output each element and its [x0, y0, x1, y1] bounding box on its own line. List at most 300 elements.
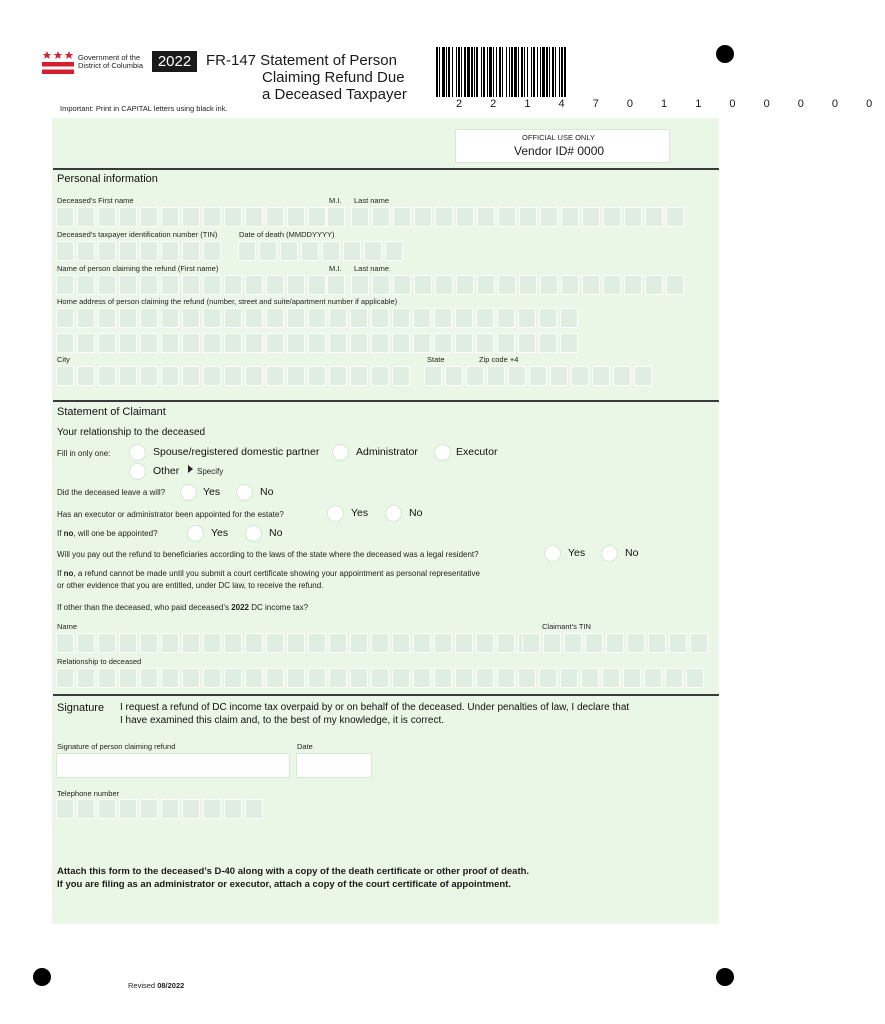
char-cell[interactable]: [182, 633, 200, 653]
char-cell[interactable]: [77, 668, 95, 688]
barcode: [436, 47, 686, 97]
revised-date: Revised 08/2022: [128, 981, 185, 990]
char-cell[interactable]: [645, 275, 663, 295]
char-cell[interactable]: [77, 333, 95, 353]
city-input[interactable]: [56, 366, 413, 386]
form-title-line2: Claiming Refund Due: [262, 69, 405, 86]
char-cell[interactable]: [161, 366, 179, 386]
char-cell[interactable]: [287, 207, 305, 227]
char-cell[interactable]: [343, 241, 361, 261]
char-cell[interactable]: [140, 633, 158, 653]
char-cell[interactable]: [455, 633, 473, 653]
char-cell[interactable]: [456, 275, 474, 295]
char-cell[interactable]: [371, 366, 389, 386]
char-cell[interactable]: [245, 207, 263, 227]
char-cell[interactable]: [287, 366, 305, 386]
char-cell[interactable]: [224, 366, 242, 386]
char-cell[interactable]: [424, 366, 442, 386]
gov-line2: District of Columbia: [78, 61, 144, 70]
char-cell[interactable]: [77, 799, 95, 819]
char-cell[interactable]: [161, 333, 179, 353]
char-cell[interactable]: [224, 799, 242, 819]
address-input-line2[interactable]: [56, 333, 581, 353]
claimant-tin-input[interactable]: [522, 633, 711, 653]
char-cell[interactable]: [414, 207, 432, 227]
will-no-label: No: [260, 486, 274, 498]
administrator-label: Administrator: [356, 446, 418, 458]
char-cell[interactable]: [308, 633, 326, 653]
char-cell[interactable]: [455, 308, 473, 328]
char-cell[interactable]: [519, 275, 537, 295]
char-cell[interactable]: [351, 275, 369, 295]
char-cell[interactable]: [224, 207, 242, 227]
char-cell[interactable]: [434, 308, 452, 328]
char-cell[interactable]: [477, 207, 495, 227]
char-cell[interactable]: [350, 308, 368, 328]
char-cell[interactable]: [561, 207, 579, 227]
claimant-first-input[interactable]: [56, 275, 329, 295]
char-cell[interactable]: [203, 241, 221, 261]
char-cell[interactable]: [522, 633, 540, 653]
char-cell[interactable]: [259, 241, 277, 261]
char-cell[interactable]: [539, 333, 557, 353]
char-cell[interactable]: [203, 799, 221, 819]
char-cell[interactable]: [445, 366, 463, 386]
char-cell[interactable]: [182, 668, 200, 688]
char-cell[interactable]: [140, 275, 158, 295]
state-label: State: [427, 355, 445, 364]
char-cell[interactable]: [669, 633, 687, 653]
zip-input[interactable]: [466, 366, 655, 386]
char-cell[interactable]: [560, 308, 578, 328]
char-cell[interactable]: [392, 333, 410, 353]
char-cell[interactable]: [119, 366, 137, 386]
char-cell[interactable]: [393, 207, 411, 227]
char-cell[interactable]: [476, 668, 494, 688]
char-cell[interactable]: [308, 668, 326, 688]
char-cell[interactable]: [592, 366, 610, 386]
char-cell[interactable]: [119, 308, 137, 328]
char-cell[interactable]: [518, 668, 536, 688]
section-rule: [53, 168, 719, 170]
char-cell[interactable]: [203, 275, 221, 295]
char-cell[interactable]: [413, 633, 431, 653]
date-of-death-input[interactable]: [238, 241, 406, 261]
char-cell[interactable]: [140, 308, 158, 328]
char-cell[interactable]: [413, 333, 431, 353]
date-label: Date: [297, 742, 313, 751]
char-cell[interactable]: [519, 207, 537, 227]
char-cell[interactable]: [539, 308, 557, 328]
char-cell[interactable]: [498, 207, 516, 227]
char-cell[interactable]: [308, 308, 326, 328]
char-cell[interactable]: [238, 241, 256, 261]
attach-instruction-1: Attach this form to the deceased’s D-40 along with a copy of the death certificate or other proof of death.: [57, 866, 530, 877]
char-cell[interactable]: [543, 633, 561, 653]
char-cell[interactable]: [624, 207, 642, 227]
char-cell[interactable]: [182, 207, 200, 227]
appointed-question: Has an executor or administrator been appointed for the estate?: [57, 510, 284, 519]
char-cell[interactable]: [498, 275, 516, 295]
form-title-line1: FR-147 Statement of Person: [206, 52, 397, 69]
relationship-to-deceased-input[interactable]: [56, 668, 707, 688]
char-cell[interactable]: [287, 668, 305, 688]
char-cell[interactable]: [182, 241, 200, 261]
paid-tax-question: If other than the deceased, who paid deceased’s 2022 DC income tax?: [57, 603, 309, 612]
char-cell[interactable]: [497, 633, 515, 653]
char-cell[interactable]: [435, 207, 453, 227]
char-cell[interactable]: [245, 366, 263, 386]
char-cell[interactable]: [413, 668, 431, 688]
char-cell[interactable]: [56, 366, 74, 386]
char-cell[interactable]: [203, 308, 221, 328]
char-cell[interactable]: [161, 308, 179, 328]
other-label: Other: [153, 465, 180, 477]
char-cell[interactable]: [182, 799, 200, 819]
deceased-last-label: Last name: [354, 196, 390, 205]
char-cell[interactable]: [329, 333, 347, 353]
char-cell[interactable]: [350, 633, 368, 653]
appointed-yes-radio[interactable]: [327, 505, 344, 522]
char-cell[interactable]: [561, 275, 579, 295]
char-cell[interactable]: [582, 207, 600, 227]
char-cell[interactable]: [434, 333, 452, 353]
char-cell[interactable]: [119, 333, 137, 353]
deceased-mi-input[interactable]: [327, 207, 348, 227]
payer-name-input[interactable]: [56, 633, 539, 653]
appointed-no-label: No: [409, 507, 423, 519]
char-cell[interactable]: [392, 633, 410, 653]
char-cell[interactable]: [203, 333, 221, 353]
char-cell[interactable]: [203, 207, 221, 227]
char-cell[interactable]: [603, 275, 621, 295]
char-cell[interactable]: [266, 333, 284, 353]
appointed-no-radio[interactable]: [385, 505, 402, 522]
char-cell[interactable]: [77, 241, 95, 261]
deceased-first-input[interactable]: [56, 207, 329, 227]
deceased-first-label: Deceased’s First name: [57, 196, 134, 205]
char-cell[interactable]: [585, 633, 603, 653]
char-cell[interactable]: [98, 633, 116, 653]
char-cell[interactable]: [98, 366, 116, 386]
payout-yes-radio[interactable]: [544, 545, 561, 562]
char-cell[interactable]: [623, 668, 641, 688]
char-cell[interactable]: [203, 633, 221, 653]
vendor-id: Vendor ID# 0000: [514, 144, 605, 158]
char-cell[interactable]: [119, 241, 137, 261]
char-cell[interactable]: [351, 207, 369, 227]
char-cell[interactable]: [434, 668, 452, 688]
spouse-label: Spouse/registered domestic partner: [153, 446, 320, 458]
char-cell[interactable]: [476, 633, 494, 653]
char-cell[interactable]: [77, 275, 95, 295]
char-cell[interactable]: [540, 207, 558, 227]
char-cell[interactable]: [77, 308, 95, 328]
char-cell[interactable]: [287, 633, 305, 653]
char-cell[interactable]: [266, 366, 284, 386]
char-cell[interactable]: [98, 308, 116, 328]
char-cell[interactable]: [119, 275, 137, 295]
char-cell[interactable]: [529, 366, 547, 386]
char-cell[interactable]: [371, 333, 389, 353]
claimant-mi-input[interactable]: [327, 275, 348, 295]
char-cell[interactable]: [539, 668, 557, 688]
char-cell[interactable]: [648, 633, 666, 653]
char-cell[interactable]: [56, 308, 74, 328]
char-cell[interactable]: [497, 668, 515, 688]
char-cell[interactable]: [98, 241, 116, 261]
payout-question: Will you pay out the refund to beneficiaries according to the laws of the state where the deceased was a legal resident?: [57, 550, 479, 559]
will-be-appointed-yes-label: Yes: [211, 527, 229, 539]
char-cell[interactable]: [56, 668, 74, 688]
char-cell[interactable]: [77, 633, 95, 653]
char-cell[interactable]: [466, 366, 484, 386]
char-cell[interactable]: [350, 366, 368, 386]
char-cell[interactable]: [371, 668, 389, 688]
char-cell[interactable]: [350, 668, 368, 688]
will-be-appointed-no-radio[interactable]: [245, 525, 262, 542]
char-cell[interactable]: [119, 633, 137, 653]
char-cell[interactable]: [245, 333, 263, 353]
claimant-first-label: Name of person claiming the refund (First name): [57, 264, 219, 273]
char-cell[interactable]: [435, 275, 453, 295]
char-cell[interactable]: [182, 275, 200, 295]
char-cell[interactable]: [161, 207, 179, 227]
char-cell[interactable]: [540, 275, 558, 295]
char-cell[interactable]: [56, 275, 74, 295]
char-cell[interactable]: [582, 275, 600, 295]
char-cell[interactable]: [371, 308, 389, 328]
registration-mark: [716, 968, 734, 986]
char-cell[interactable]: [98, 275, 116, 295]
char-cell[interactable]: [518, 308, 536, 328]
char-cell[interactable]: [56, 333, 74, 353]
char-cell[interactable]: [266, 308, 284, 328]
char-cell[interactable]: [224, 668, 242, 688]
char-cell[interactable]: [350, 333, 368, 353]
telephone-input[interactable]: [56, 799, 266, 819]
char-cell[interactable]: [564, 633, 582, 653]
char-cell[interactable]: [308, 207, 326, 227]
char-cell[interactable]: [550, 366, 568, 386]
char-cell[interactable]: [308, 366, 326, 386]
char-cell[interactable]: [372, 207, 390, 227]
char-cell[interactable]: [140, 241, 158, 261]
char-cell[interactable]: [245, 308, 263, 328]
date-field[interactable]: [296, 753, 372, 778]
section-rule: [53, 400, 719, 402]
char-cell[interactable]: [364, 241, 382, 261]
char-cell[interactable]: [56, 799, 74, 819]
address-input-line1[interactable]: [56, 308, 581, 328]
char-cell[interactable]: [624, 275, 642, 295]
char-cell[interactable]: [571, 366, 589, 386]
executor-radio[interactable]: [434, 444, 451, 461]
char-cell[interactable]: [301, 241, 319, 261]
char-cell[interactable]: [329, 366, 347, 386]
char-cell[interactable]: [518, 333, 536, 353]
char-cell[interactable]: [476, 333, 494, 353]
char-cell[interactable]: [645, 207, 663, 227]
char-cell[interactable]: [119, 668, 137, 688]
char-cell[interactable]: [203, 668, 221, 688]
claimant-mi-label: M.I.: [329, 264, 342, 273]
will-question: Did the deceased leave a will?: [57, 488, 166, 497]
char-cell[interactable]: [308, 333, 326, 353]
char-cell[interactable]: [497, 333, 515, 353]
char-cell[interactable]: [413, 308, 431, 328]
char-cell[interactable]: [393, 275, 411, 295]
char-cell[interactable]: [581, 668, 599, 688]
char-cell[interactable]: [414, 275, 432, 295]
administrator-radio[interactable]: [332, 444, 349, 461]
char-cell[interactable]: [266, 207, 284, 227]
char-cell[interactable]: [119, 799, 137, 819]
address-label: Home address of person claiming the refund (number, street and suite/apartment number if applicable): [57, 297, 398, 306]
char-cell[interactable]: [182, 366, 200, 386]
char-cell[interactable]: [56, 241, 74, 261]
declaration-line1: I request a refund of DC income tax overpaid by or on behalf of the deceased. Under penalties of law, I declare that: [120, 702, 630, 713]
char-cell[interactable]: [98, 668, 116, 688]
claimant-last-input[interactable]: [351, 275, 687, 295]
char-cell[interactable]: [280, 241, 298, 261]
char-cell[interactable]: [456, 207, 474, 227]
char-cell[interactable]: [644, 668, 662, 688]
char-cell[interactable]: [392, 668, 410, 688]
other-radio[interactable]: [129, 463, 146, 480]
char-cell[interactable]: [602, 668, 620, 688]
deceased-last-input[interactable]: [351, 207, 687, 227]
char-cell[interactable]: [161, 633, 179, 653]
char-cell[interactable]: [266, 668, 284, 688]
will-no-radio[interactable]: [236, 484, 253, 501]
gov-line1: Government of the: [78, 53, 141, 62]
char-cell[interactable]: [627, 633, 645, 653]
will-be-appointed-no-label: No: [269, 527, 283, 539]
char-cell[interactable]: [308, 275, 326, 295]
char-cell[interactable]: [119, 207, 137, 227]
char-cell[interactable]: [455, 668, 473, 688]
char-cell[interactable]: [329, 308, 347, 328]
claimant-tin-label: Claimant’s TIN: [542, 622, 591, 631]
char-cell[interactable]: [560, 668, 578, 688]
char-cell[interactable]: [98, 333, 116, 353]
char-cell[interactable]: [287, 275, 305, 295]
char-cell[interactable]: [182, 333, 200, 353]
char-cell[interactable]: [98, 799, 116, 819]
char-cell[interactable]: [203, 366, 221, 386]
char-cell[interactable]: [603, 207, 621, 227]
char-cell[interactable]: [140, 333, 158, 353]
char-cell[interactable]: [613, 366, 631, 386]
char-cell[interactable]: [245, 633, 263, 653]
signature-field[interactable]: [56, 753, 290, 778]
attach-instruction-2: If you are filing as an administrator or executor, attach a copy of the court certificate of appointment.: [57, 879, 511, 890]
char-cell[interactable]: [77, 207, 95, 227]
char-cell[interactable]: [434, 633, 452, 653]
char-cell[interactable]: [686, 668, 704, 688]
statement-heading: Statement of Claimant: [57, 406, 166, 418]
registration-mark: [716, 45, 734, 63]
char-cell[interactable]: [327, 207, 345, 227]
char-cell[interactable]: [56, 633, 74, 653]
char-cell[interactable]: [224, 333, 242, 353]
char-cell[interactable]: [182, 308, 200, 328]
char-cell[interactable]: [329, 633, 347, 653]
char-cell[interactable]: [140, 207, 158, 227]
char-cell[interactable]: [371, 633, 389, 653]
deceased-tin-input[interactable]: [56, 241, 224, 261]
char-cell[interactable]: [98, 207, 116, 227]
char-cell[interactable]: [77, 366, 95, 386]
char-cell[interactable]: [329, 668, 347, 688]
char-cell[interactable]: [385, 241, 403, 261]
char-cell[interactable]: [666, 207, 684, 227]
spouse-radio[interactable]: [129, 444, 146, 461]
date-of-death-label: Date of death (MMDDYYYY): [239, 230, 335, 239]
state-input[interactable]: [424, 366, 466, 386]
char-cell[interactable]: [392, 366, 410, 386]
char-cell[interactable]: [245, 668, 263, 688]
char-cell[interactable]: [634, 366, 652, 386]
char-cell[interactable]: [477, 275, 495, 295]
payer-name-label: Name: [57, 622, 78, 631]
char-cell[interactable]: [665, 668, 683, 688]
char-cell[interactable]: [266, 633, 284, 653]
char-cell[interactable]: [266, 275, 284, 295]
char-cell[interactable]: [224, 633, 242, 653]
signature-label: Signature of person claiming refund: [57, 742, 176, 751]
char-cell[interactable]: [140, 366, 158, 386]
char-cell[interactable]: [476, 308, 494, 328]
char-cell[interactable]: [140, 668, 158, 688]
important-note: Important: Print in CAPITAL letters using black ink.: [60, 104, 228, 113]
char-cell[interactable]: [56, 207, 74, 227]
char-cell[interactable]: [287, 308, 305, 328]
char-cell[interactable]: [392, 308, 410, 328]
char-cell[interactable]: [487, 366, 505, 386]
char-cell[interactable]: [666, 275, 684, 295]
payout-no-radio[interactable]: [601, 545, 618, 562]
char-cell[interactable]: [245, 799, 263, 819]
char-cell[interactable]: [161, 668, 179, 688]
char-cell[interactable]: [140, 799, 158, 819]
char-cell[interactable]: [508, 366, 526, 386]
refund-note-line1: If no, a refund cannot be made until you submit a court certificate showing your appointment as personal representative: [57, 569, 480, 578]
appointed-yes-label: Yes: [351, 507, 369, 519]
char-cell[interactable]: [161, 275, 179, 295]
char-cell[interactable]: [287, 333, 305, 353]
char-cell[interactable]: [372, 275, 390, 295]
will-yes-label: Yes: [203, 486, 221, 498]
char-cell[interactable]: [497, 308, 515, 328]
char-cell[interactable]: [224, 308, 242, 328]
will-yes-radio[interactable]: [180, 484, 197, 501]
zip-label: Zip code +4: [479, 355, 519, 364]
char-cell[interactable]: [322, 241, 340, 261]
will-be-appointed-yes-radio[interactable]: [187, 525, 204, 542]
char-cell[interactable]: [161, 241, 179, 261]
char-cell[interactable]: [690, 633, 708, 653]
char-cell[interactable]: [455, 333, 473, 353]
char-cell[interactable]: [560, 333, 578, 353]
barcode-digits: 2 2 1 4 7 0 1 1 0 0 0 0 0: [456, 98, 885, 110]
char-cell[interactable]: [161, 799, 179, 819]
char-cell[interactable]: [245, 275, 263, 295]
char-cell[interactable]: [327, 275, 345, 295]
char-cell[interactable]: [606, 633, 624, 653]
char-cell[interactable]: [224, 275, 242, 295]
